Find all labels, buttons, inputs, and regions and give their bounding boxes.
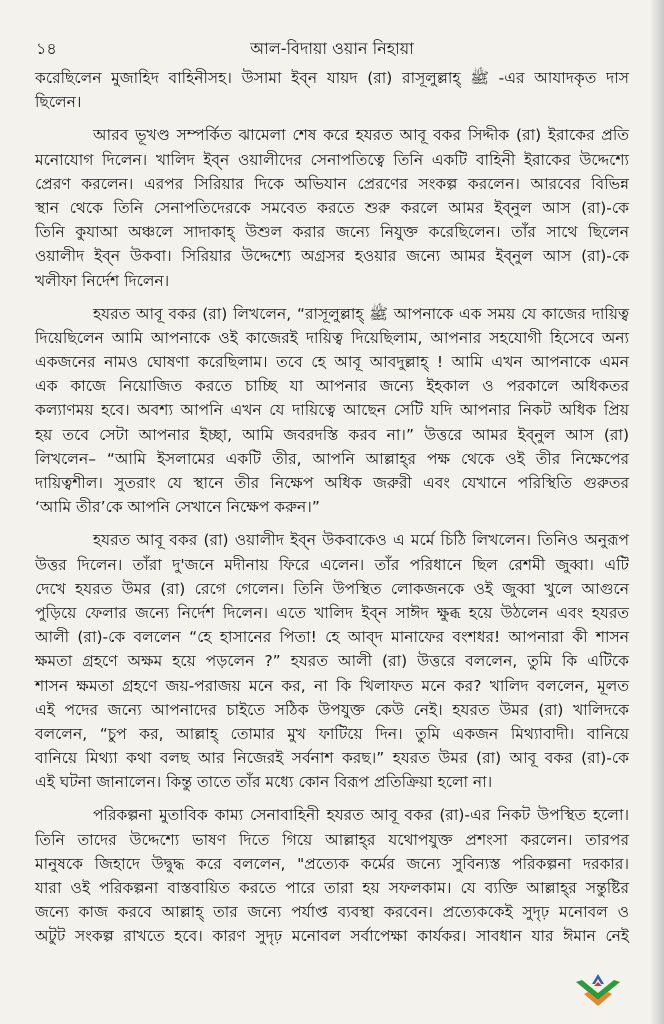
paragraph bbox=[35, 123, 629, 292]
text-line: দেখে হযরত উমর (রা) রেগে গেলেন। তিনি উপস্থিত লোকজনকে ওই জুব্বা খুলে আগুনে bbox=[35, 579, 629, 598]
text-line: কল্যাণময় হবে। অবশ্য আপনি এখন যে দায়িত্বে আছেন সেটি যদি আপনার নিকট অধিক প্রিয় bbox=[35, 401, 629, 420]
text-line: স্থান থেকে তিনি সেনাপতিদেরকে সমবেত করতে শুরু করলে আমর ইব্‌নুল আস (রা)-কে bbox=[35, 198, 629, 217]
text-line: আলী (রা)-কে বললেন “হে হাসানের পিতা! হে আব্‌দ মানাফের বংশধর! আপনারা কী শাসন bbox=[35, 628, 629, 647]
paragraph bbox=[35, 302, 629, 520]
text-line: ছিলেন। bbox=[35, 93, 82, 112]
text-line: এই ঘটনা জানালেন। কিন্তু তাতে তাঁর মধ্যে কোন বিরূপ প্রতিক্রিয়া হলো না। bbox=[35, 773, 493, 792]
page-body bbox=[35, 66, 629, 958]
text-line: পরিকল্পনা মুতাবিক কাম্য সেনাবাহিনী হযরত আবূ বকর (রা)-এর নিকট উপস্থিত হলো। bbox=[93, 806, 629, 825]
text-line: শাসন ক্ষমতা গ্রহণে জয়-পরাজয় মনে কর, না কি খিলাফত মনে কর? খালিদ বললেন, মূলত bbox=[35, 676, 629, 695]
paragraph bbox=[35, 803, 629, 948]
text-line: প্রেরণ করলেন। এরপর সিরিয়ার দিকে অভিযান প্রেরণের সংকল্প করলেন। আরবের বিভিন্ন bbox=[35, 174, 629, 193]
text-line: জন্যে কাজ করবে আল্লাহ্‌ তার জন্যে পর্যাপ্ত ব্যবস্থা করবেন। প্রত্যেককেই সুদৃঢ় মনোবল ও bbox=[35, 903, 629, 922]
text-line: মানুষকে জিহাদে উদ্বুদ্ধ করে বললেন, "প্রত্যেক কর্মের জন্যে সুবিন্যস্ত পরিকল্পনা দরকার। bbox=[35, 854, 629, 873]
publisher-logo-icon bbox=[572, 970, 624, 1010]
paragraph bbox=[35, 66, 629, 114]
text-line: পুড়িয়ে ফেলার জন্যে নির্দেশ দিলেন। এতে খালিদ ইব্‌ন সাঈদ ক্ষুব্ধ হয়ে উঠলেন এবং হযরত bbox=[35, 603, 629, 622]
page-header bbox=[36, 36, 628, 60]
text-line: করেছিলেন মুজাহিদ বাহিনীসহ। উসামা ইব্‌ন যায়দ (রা) রাসূলুল্লাহ্‌ ﷺ -এর আযাদকৃত দাস bbox=[35, 69, 629, 87]
text-line: লিখলেন– “আমি ইসলামের একটি তীর, আপনি আল্লাহ্‌র পক্ষ থেকে ওই তীর নিক্ষেপের bbox=[35, 449, 629, 468]
text-line: এই পদের জন্যে আপনাদের চাইতে সঠিক উপযুক্ত কেউ নেই। হযরত উমর (রা) খালিদকে bbox=[35, 700, 629, 719]
text-line: খলীফা নির্দেশ দিলেন। bbox=[35, 271, 170, 290]
text-line: হযরত আবূ বকর (রা) লিখলেন, “রাসূলুল্লাহ্‌ ﷺ আপনাকে এক সময় যে কাজের দায়িত্ব bbox=[93, 304, 629, 323]
text-line: ক্ষমতা গ্রহণে অক্ষম হয়ে পড়লেন ?” হযরত আলী (রা) উত্তরে বললেন, তুমি কি এটিকে bbox=[35, 652, 629, 671]
text-line: ওয়ালীদ ইব্‌ন উকবা। সিরিয়ার উদ্দেশ্যে অগ্রসর হওয়ার জন্যে আমর ইব্‌নুল আস (রা)-কে bbox=[35, 247, 629, 266]
text-line: তিনি তাদের উদ্দেশ্যে ভাষণ দিতে গিয়ে আল্লাহ্‌র যথোপযুক্ত প্রশংসা করলেন। তারপর bbox=[35, 830, 629, 849]
text-line: তিনি কুযাআ অঞ্চলে সাদাকাহ্‌ উশুল করার জন্যে নিযুক্ত করেছিলেন। তাঁর সাথে ছিলেন bbox=[35, 223, 629, 242]
text-line: মনোযোগ দিলেন। খালিদ ইব্‌ন ওয়ালীদের সেনাপতিত্বে তিনি একটি বাহিনী ইরাকের উদ্দেশ্যে bbox=[35, 150, 629, 169]
text-line: দায়িত্বশীল। সুতরাং যে স্থানে তীর নিক্ষেপ অধিক জরুরী এবং যেখানে পরিস্থিতি গুরুতর bbox=[35, 474, 629, 492]
text-line: বললেন, “চুপ কর, আল্লাহ্‌ তোমার মুখ ফাটিয়ে দিন। তুমি একজন মিথ্যাবাদী। বানিয়ে bbox=[35, 724, 629, 743]
text-line: হযরত আবূ বকর (রা) ওয়ালীদ ইব্‌ন উকবাকেও এ মর্মে চিঠি লিখলেন। তিনিও অনুরূপ bbox=[93, 531, 629, 550]
text-line: দিয়েছিলেন আমি আপনাকে ওই কাজেরই দায়িত্ব দিয়েছিলাম, আপনার সহযোগী হিসেবে অন্য bbox=[35, 328, 629, 347]
page-edge-shadow bbox=[650, 0, 664, 1024]
text-line: হয় তবে সেটা আপনার ইচ্ছা, আমি জবরদস্তি করব না।” উত্তরে আমর ইব্‌নুল আস (রা) bbox=[35, 425, 629, 444]
text-line: ‘আমি তীর’কে আপনি সেখানে নিক্ষেপ করুন।” bbox=[35, 498, 320, 517]
text-line: আরব ভূখণ্ড সম্পর্কিত ঝামেলা শেষ করে হযরত আবূ বকর সিদ্দীক (রা) ইরাকের প্রতি bbox=[93, 126, 629, 145]
text-line: যারা ওই পরিকল্পনা বাস্তবায়িত করতে পারে তারা হয় সফলকাম। যে ব্যক্তি আল্লাহ্‌র সন্তুষ্টির bbox=[35, 879, 629, 897]
text-line: অটুট সংকল্প রাখতে হবে। কারণ সুদৃঢ় মনোবল সর্বাপেক্ষা কার্যকর। সাবধান যার ঈমান নেই bbox=[35, 927, 629, 946]
page-number: ১৪ bbox=[36, 39, 57, 58]
text-line: বানিয়ে মিথ্যা কথা বলছ আর নিজেরই সর্বনাশ করছ।” হযরত উমর (রা) আবূ বকর (রা)-কে bbox=[35, 749, 629, 768]
paragraph bbox=[35, 528, 629, 794]
text-line: এক কাজে নিয়োজিত করতে চাচ্ছি যা আপনার জন্যে ইহকাল ও পরকালে অধিকতর bbox=[35, 377, 629, 396]
book-title: আল-বিদায়া ওয়ান নিহায়া bbox=[250, 39, 414, 58]
text-line: একজনের নামও ঘোষণা করেছিলাম। তবে হে আবূ আবদুল্লাহ্‌ ! আমি এখন আপনাকে এমন bbox=[35, 353, 629, 372]
text-line: উত্তর দিলেন। তাঁরা দু'জনে মদীনায় ফিরে এলেন। তাঁর পরিধানে ছিল রেশমী জুব্বা। এটি bbox=[35, 555, 629, 574]
